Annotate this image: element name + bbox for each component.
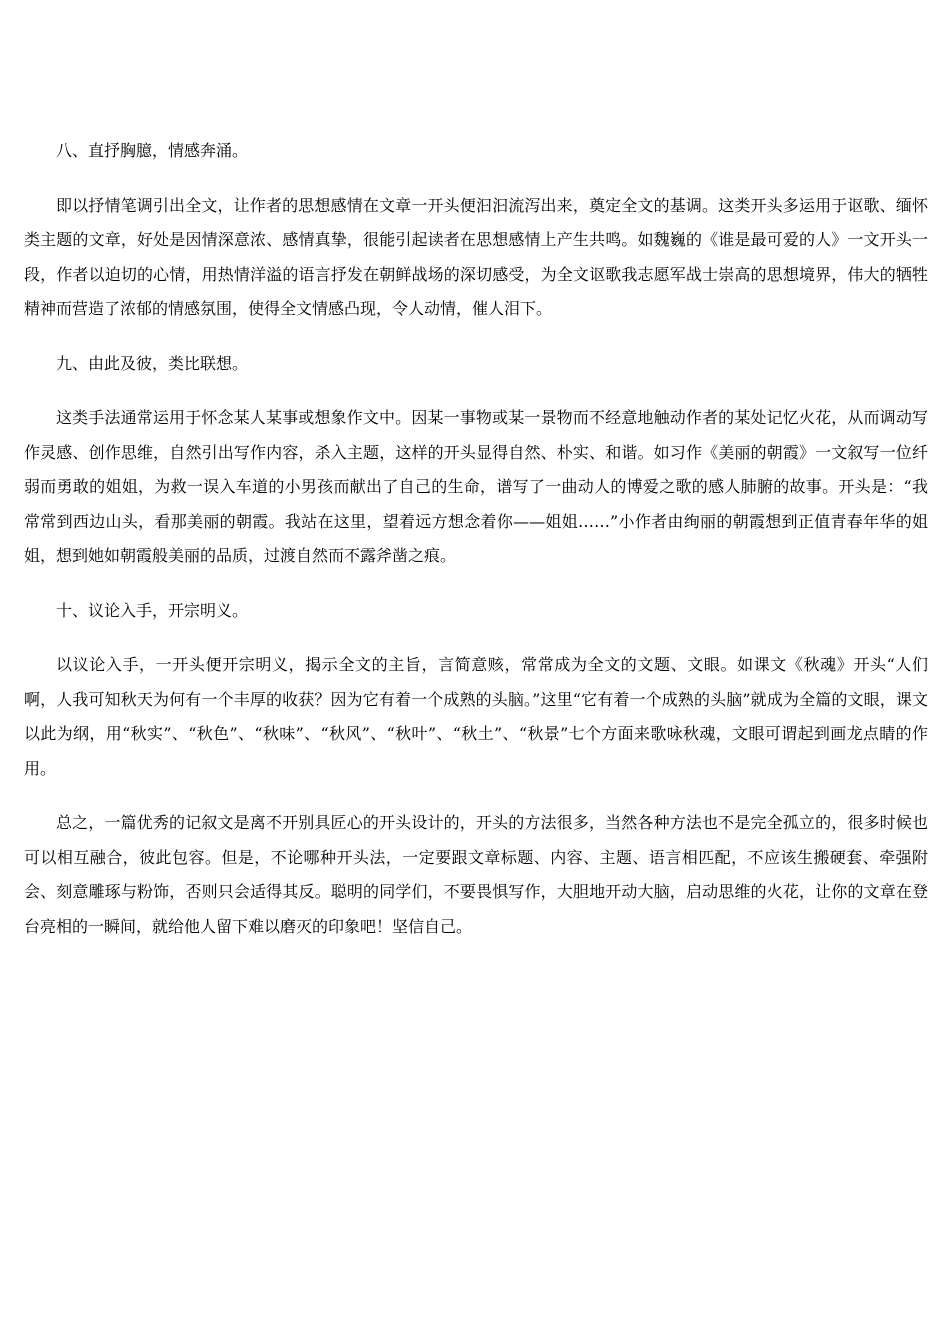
section-body-10: 以议论入手，一开头便开宗明义，揭示全文的主旨，言简意赅，常常成为全文的文题、文眼。如课文《秋魂》开头“人们啊，人我可知秋天为何有一个丰厚的收获？因为它有着一个成熟的头脑。”这里“它有着一个成熟的头脑”就成为全篇的文眼，课文以此为纲，用“秋实”、“秋色”、“秋味”、“秋风”、“秋叶”、“秋土”、“秋景”七个方面来歌咏秋魂，文眼可谓起到画龙点睛的作用。: [24, 655, 928, 778]
section-heading-8: 八、直抒胸臆，情感奔涌。: [56, 141, 249, 160]
conclusion-paragraph: 总之，一篇优秀的记叙文是离不开别具匠心的开头设计的，开头的方法很多，当然各种方法也不是完全孤立的，很多时候也可以相互融合，彼此包容。但是，不论哪种开头法，一定要跟文章标题、内容、主题、语言相匹配，不应该生搬硬套、牵强附会、刻意雕琢与粉饰，否则只会适得其反。聪明的同学们，不要畏惧写作，大胆地开动大脑，启动思维的火花，让你的文章在登台亮相的一瞬间，就给他人留下难以磨灭的印象吧！坚信自己。: [24, 813, 928, 936]
section-body-9: 这类手法通常运用于怀念某人某事或想象作文中。因某一事物或某一景物而不经意地触动作者的某处记忆火花，从而调动写作灵感、创作思维，自然引出写作内容，杀入主题，这样的开头显得自然、朴实、和谐。如习作《美丽的朝霞》一文叙写一位纤弱而勇敢的姐姐，为救一误入车道的小男孩而献出了自己的生命，谱写了一曲动人的博爱之歌的感人肺腑的故事。开头是：“我常常到西边山头，看那美丽的朝霞。我站在这里，望着远方想念着你——姐姐……”小作者由绚丽的朝霞想到正值青春年华的姐姐，想到她如朝霞般美丽的品质，过渡自然而不露斧凿之痕。: [24, 408, 928, 565]
section-body-8: 即以抒情笔调引出全文，让作者的思想感情在文章一开头便汩汩流泻出来，奠定全文的基调。这类开头多运用于讴歌、缅怀类主题的文章，好处是因情深意浓、感情真挚，很能引起读者在思想感情上产生共鸣。如魏巍的《谁是最可爱的人》一文开头一段，作者以迫切的心情，用热情洋溢的语言抒发在朝鲜战场的深切感受，为全文讴歌我志愿军战士崇高的思想境界，伟大的牺牲精神而营造了浓郁的情感氛围，使得全文情感凸现，令人动情，催人泪下。: [24, 195, 928, 318]
section-heading-9: 九、由此及彼，类比联想。: [56, 353, 249, 373]
section-heading-10: 十、议论入手，开宗明义。: [56, 600, 249, 620]
document-page: [24, 134, 928, 944]
